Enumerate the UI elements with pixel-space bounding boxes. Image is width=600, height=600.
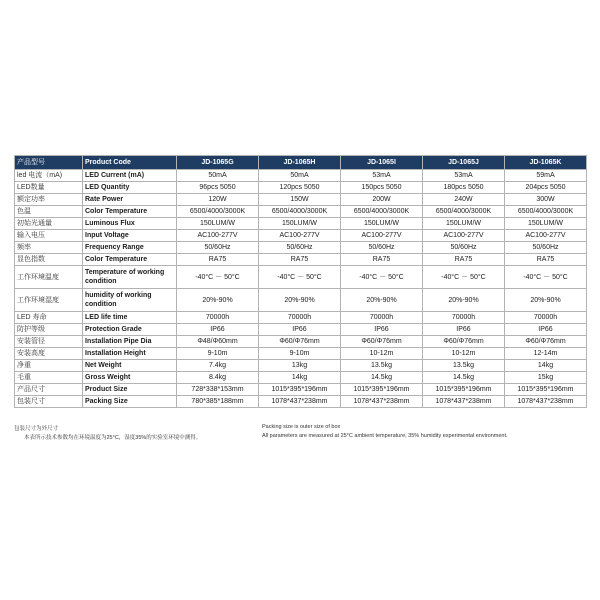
row-label-cn: 包装尺寸 <box>15 396 83 408</box>
row-label-en: Color Temperature <box>83 254 177 266</box>
spec-value: 20%-90% <box>259 289 341 312</box>
spec-value: 150LUM/W <box>341 218 423 230</box>
spec-value: 120pcs 5050 <box>259 182 341 194</box>
row-label-cn: 显色指数 <box>15 254 83 266</box>
spec-value: 14.5kg <box>341 372 423 384</box>
spec-value: 12-14m <box>505 348 587 360</box>
spec-value: 1015*395*196mm <box>505 384 587 396</box>
spec-value: 300W <box>505 194 587 206</box>
table-row <box>15 254 587 266</box>
spec-value: 14.5kg <box>423 372 505 384</box>
spec-value: 50mA <box>259 170 341 182</box>
row-label-cn: LED 寿命 <box>15 312 83 324</box>
spec-value: 204pcs 5050 <box>505 182 587 194</box>
table-row <box>15 230 587 242</box>
row-label-cn: 频率 <box>15 242 83 254</box>
row-label-en: Luminous Flux <box>83 218 177 230</box>
spec-table <box>14 155 587 408</box>
table-row <box>15 206 587 218</box>
spec-value: 6500/4000/3000K <box>177 206 259 218</box>
spec-value: 70000h <box>341 312 423 324</box>
header-row <box>15 156 587 170</box>
table-row <box>15 324 587 336</box>
row-label-en: Frequency Range <box>83 242 177 254</box>
row-label-en: Installation Pipe Dia <box>83 336 177 348</box>
table-row <box>15 348 587 360</box>
spec-value: 70000h <box>505 312 587 324</box>
spec-value: 20%-90% <box>423 289 505 312</box>
note-conditions-en: All parameters are measured at 25°C ambient temperature, 35% humidity experimental environment. <box>262 433 508 439</box>
spec-value: 50mA <box>177 170 259 182</box>
row-label-en: Rate Power <box>83 194 177 206</box>
spec-value: 240W <box>423 194 505 206</box>
spec-value: RA75 <box>259 254 341 266</box>
row-label-en: Installation Height <box>83 348 177 360</box>
spec-value: 50/60Hz <box>177 242 259 254</box>
table-row <box>15 266 587 289</box>
spec-value: 53mA <box>341 170 423 182</box>
row-label-cn: led 电流（mA) <box>15 170 83 182</box>
spec-value: 10-12m <box>423 348 505 360</box>
spec-value: RA75 <box>505 254 587 266</box>
row-label-en: Gross Weight <box>83 372 177 384</box>
spec-value: Φ60/Φ76mm <box>423 336 505 348</box>
spec-value: 150LUM/W <box>259 218 341 230</box>
spec-value: RA75 <box>341 254 423 266</box>
spec-value: 9-10m <box>259 348 341 360</box>
spec-value: 20%-90% <box>505 289 587 312</box>
spec-value: 14kg <box>505 360 587 372</box>
spec-value: 14kg <box>259 372 341 384</box>
header-cn-label: 产品型号 <box>15 156 83 170</box>
table-row <box>15 289 587 312</box>
spec-value: 1078*437*238mm <box>423 396 505 408</box>
table-row <box>15 242 587 254</box>
spec-value: 8.4kg <box>177 372 259 384</box>
spec-value: 9-10m <box>177 348 259 360</box>
spec-value: 20%-90% <box>177 289 259 312</box>
spec-value: 13.5kg <box>341 360 423 372</box>
table-row <box>15 396 587 408</box>
spec-value: 70000h <box>177 312 259 324</box>
spec-value: Φ60/Φ76mm <box>341 336 423 348</box>
table-row <box>15 218 587 230</box>
spec-value: 50/60Hz <box>505 242 587 254</box>
spec-value: -40°C － 50°C <box>341 266 423 289</box>
spec-value: Φ60/Φ76mm <box>259 336 341 348</box>
header-en-label: Product Code <box>83 156 177 170</box>
row-label-cn: 安装管径 <box>15 336 83 348</box>
spec-value: -40°C － 50°C <box>259 266 341 289</box>
row-label-cn: 额定功率 <box>15 194 83 206</box>
row-label-en: humidity of working condition <box>83 289 177 312</box>
spec-value: RA75 <box>177 254 259 266</box>
spec-value: IP66 <box>505 324 587 336</box>
spec-value: AC100-277V <box>505 230 587 242</box>
spec-value: 1078*437*238mm <box>505 396 587 408</box>
spec-value: 50/60Hz <box>423 242 505 254</box>
note-packing-size-en: Packing size is outer size of box <box>262 424 341 430</box>
model-header: JD-1065I <box>341 156 423 170</box>
spec-value: 150W <box>259 194 341 206</box>
spec-value: 1015*395*196mm <box>341 384 423 396</box>
spec-value: 13.5kg <box>423 360 505 372</box>
note-packing-size-cn: 包装尺寸为外尺寸 <box>14 426 59 432</box>
row-label-cn: 净重 <box>15 360 83 372</box>
row-label-en: Temperature of working condition <box>83 266 177 289</box>
spec-value: IP66 <box>341 324 423 336</box>
row-label-en: Product Size <box>83 384 177 396</box>
spec-value: 120W <box>177 194 259 206</box>
spec-value: 53mA <box>423 170 505 182</box>
spec-value: 200W <box>341 194 423 206</box>
row-label-en: Input Voltage <box>83 230 177 242</box>
row-label-cn: 工作环境湿度 <box>15 289 83 312</box>
row-label-cn: 产品尺寸 <box>15 384 83 396</box>
spec-value: RA75 <box>423 254 505 266</box>
table-row <box>15 170 587 182</box>
table-row <box>15 182 587 194</box>
table-row <box>15 384 587 396</box>
spec-value: AC100-277V <box>259 230 341 242</box>
table-row <box>15 336 587 348</box>
table-row <box>15 312 587 324</box>
spec-value: 150LUM/W <box>423 218 505 230</box>
spec-value: 50/60Hz <box>259 242 341 254</box>
row-label-cn: 输入电压 <box>15 230 83 242</box>
row-label-en: Color Temperature <box>83 206 177 218</box>
row-label-cn: 安装高度 <box>15 348 83 360</box>
row-label-cn: 毛重 <box>15 372 83 384</box>
spec-value: 6500/4000/3000K <box>259 206 341 218</box>
spec-value: AC100-277V <box>341 230 423 242</box>
row-label-en: LED Quantity <box>83 182 177 194</box>
spec-value: 780*385*188mm <box>177 396 259 408</box>
row-label-cn: LED数量 <box>15 182 83 194</box>
table-row <box>15 360 587 372</box>
row-label-en: LED Current (mA) <box>83 170 177 182</box>
spec-value: 50/60Hz <box>341 242 423 254</box>
spec-value: 728*338*153mm <box>177 384 259 396</box>
spec-value: 10-12m <box>341 348 423 360</box>
row-label-cn: 初始光通量 <box>15 218 83 230</box>
spec-value: Φ48/Φ60mm <box>177 336 259 348</box>
spec-value: 150LUM/W <box>177 218 259 230</box>
spec-value: 96pcs 5050 <box>177 182 259 194</box>
model-header: JD-1065J <box>423 156 505 170</box>
row-label-en: Packing Size <box>83 396 177 408</box>
spec-value: 70000h <box>259 312 341 324</box>
spec-value: IP66 <box>423 324 505 336</box>
note-conditions-cn: 本表所示技术参数均在环境温度为25°C，湿度35%的实验室环境中测得。 <box>24 435 202 441</box>
spec-value: -40°C － 50°C <box>505 266 587 289</box>
model-header: JD-1065G <box>177 156 259 170</box>
spec-value: 1015*395*196mm <box>259 384 341 396</box>
model-header: JD-1065K <box>505 156 587 170</box>
row-label-cn: 防护等级 <box>15 324 83 336</box>
spec-value: 13kg <box>259 360 341 372</box>
spec-value: -40°C － 50°C <box>177 266 259 289</box>
spec-value: 150pcs 5050 <box>341 182 423 194</box>
spec-value: 150LUM/W <box>505 218 587 230</box>
spec-value: 180pcs 5050 <box>423 182 505 194</box>
spec-value: 7.4kg <box>177 360 259 372</box>
spec-value: 20%-90% <box>341 289 423 312</box>
model-header: JD-1065H <box>259 156 341 170</box>
spec-value: 59mA <box>505 170 587 182</box>
row-label-cn: 色温 <box>15 206 83 218</box>
spec-value: 15kg <box>505 372 587 384</box>
spec-value: IP66 <box>259 324 341 336</box>
spec-value: 6500/4000/3000K <box>341 206 423 218</box>
spec-value: Φ60/Φ76mm <box>505 336 587 348</box>
spec-value: -40°C － 50°C <box>423 266 505 289</box>
row-label-en: LED life time <box>83 312 177 324</box>
spec-value: AC100-277V <box>177 230 259 242</box>
spec-value: 1015*395*196mm <box>423 384 505 396</box>
spec-value: IP66 <box>177 324 259 336</box>
spec-value: 1078*437*238mm <box>341 396 423 408</box>
spec-value: 70000h <box>423 312 505 324</box>
row-label-en: Net Weight <box>83 360 177 372</box>
row-label-cn: 工作环境温度 <box>15 266 83 289</box>
row-label-en: Protection Grade <box>83 324 177 336</box>
spec-value: 6500/4000/3000K <box>505 206 587 218</box>
spec-value: AC100-277V <box>423 230 505 242</box>
spec-value: 6500/4000/3000K <box>423 206 505 218</box>
spec-value: 1078*437*238mm <box>259 396 341 408</box>
table-row <box>15 372 587 384</box>
table-row <box>15 194 587 206</box>
